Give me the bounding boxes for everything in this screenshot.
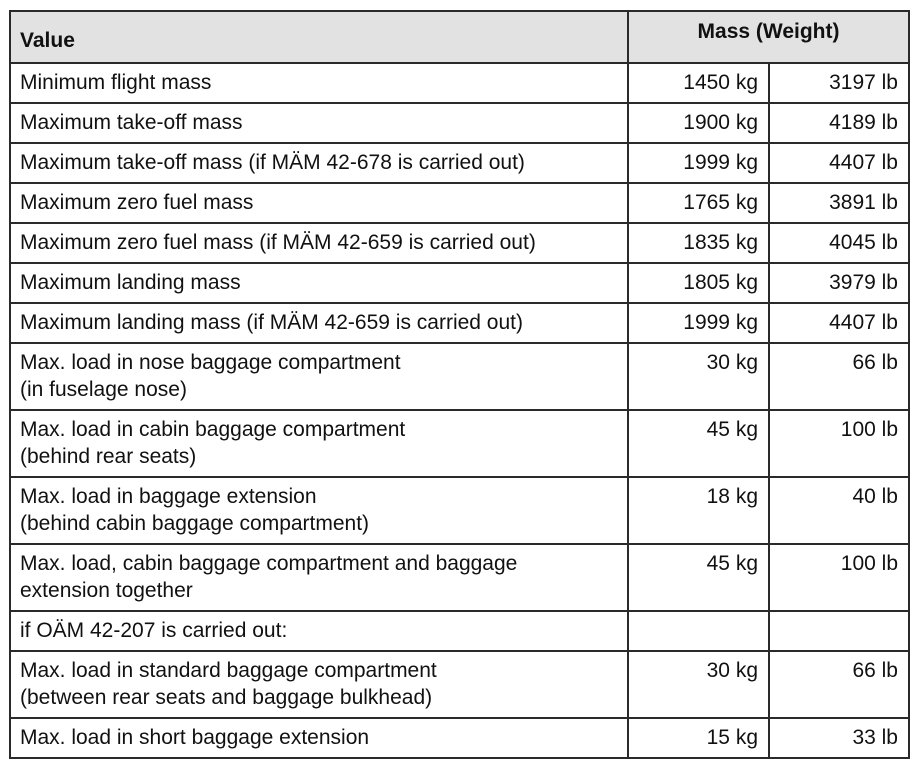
mass-kg-cell [628,611,769,651]
value-cell [10,223,628,263]
table-row [10,223,909,263]
value-text: Max. load in cabin baggage compartment [20,418,406,441]
value-cell [10,611,628,651]
table-row [10,103,909,143]
value-cell [10,183,628,223]
mass-kg-cell: 1765 kg [628,183,769,223]
mass-kg-cell: 45 kg [628,544,769,611]
mass-kg-cell: 15 kg [628,718,769,758]
mass-lb-cell: 4045 lb [769,223,909,263]
value-text: Max. load in short baggage extension [20,726,370,749]
value-text: Maximum landing mass [20,271,241,294]
value-cell [10,343,628,410]
value-text: Max. load in nose baggage compartment [20,351,401,374]
value-cell [10,410,628,477]
mass-lb-cell: 40 lb [769,477,909,544]
mass-lb-cell: 100 lb [769,544,909,611]
mass-kg-cell: 1900 kg [628,103,769,143]
value-cell [10,718,628,758]
value-cell [10,143,628,183]
value-text: Maximum take-off mass [20,111,243,134]
table-row [10,410,909,477]
mass-kg-cell: 1835 kg [628,223,769,263]
value-text: (behind cabin baggage compartment) [20,512,370,535]
table-row [10,611,909,651]
table-row [10,63,909,103]
header-row [10,11,909,63]
mass-lb-cell: 66 lb [769,343,909,410]
mass-kg-cell: 1999 kg [628,303,769,343]
mass-kg-cell: 30 kg [628,343,769,410]
value-text: Max. load in standard baggage compartment [20,659,437,682]
table-row [10,303,909,343]
mass-lb-cell: 3979 lb [769,263,909,303]
header-value: Value [10,11,628,63]
value-cell [10,544,628,611]
mass-lb-cell: 4189 lb [769,103,909,143]
value-text: Minimum flight mass [20,71,212,94]
table-row [10,263,909,303]
mass-lb-cell: 100 lb [769,410,909,477]
mass-lb-cell: 4407 lb [769,303,909,343]
value-cell [10,263,628,303]
value-text: (behind rear seats) [20,445,197,468]
table-row [10,477,909,544]
value-text: Max. load, cabin baggage compartment and baggage [20,552,518,575]
value-cell [10,651,628,718]
mass-lb-cell [769,611,909,651]
table-row [10,544,909,611]
mass-kg-cell: 45 kg [628,410,769,477]
mass-kg-cell: 1999 kg [628,143,769,183]
value-text: Maximum take-off mass (if MÄM 42-678 is carried out) [20,151,525,174]
header-mass-weight: Mass (Weight) [628,11,909,63]
mass-lb-cell: 33 lb [769,718,909,758]
mass-lb-cell: 4407 lb [769,143,909,183]
value-text: (between rear seats and baggage bulkhead) [20,686,433,709]
value-text: Max. load in baggage extension [20,485,317,508]
value-text: extension together [20,579,193,602]
value-cell [10,477,628,544]
mass-kg-cell: 1450 kg [628,63,769,103]
mass-kg-cell: 1805 kg [628,263,769,303]
value-text: if OÄM 42-207 is carried out: [20,619,288,642]
table-row [10,651,909,718]
value-text: Maximum zero fuel mass [20,191,254,214]
table-row [10,718,909,758]
value-text: (in fuselage nose) [20,378,187,401]
mass-limits-table [9,10,910,759]
value-text: Maximum landing mass (if MÄM 42-659 is carried out) [20,311,523,334]
value-text: Maximum zero fuel mass (if MÄM 42-659 is carried out) [20,231,536,254]
mass-kg-cell: 30 kg [628,651,769,718]
value-cell [10,103,628,143]
value-cell [10,63,628,103]
table-row [10,143,909,183]
mass-kg-cell: 18 kg [628,477,769,544]
table-body [10,63,909,758]
table-row [10,183,909,223]
mass-lb-cell: 3197 lb [769,63,909,103]
mass-lb-cell: 66 lb [769,651,909,718]
table-row [10,343,909,410]
value-cell [10,303,628,343]
mass-lb-cell: 3891 lb [769,183,909,223]
